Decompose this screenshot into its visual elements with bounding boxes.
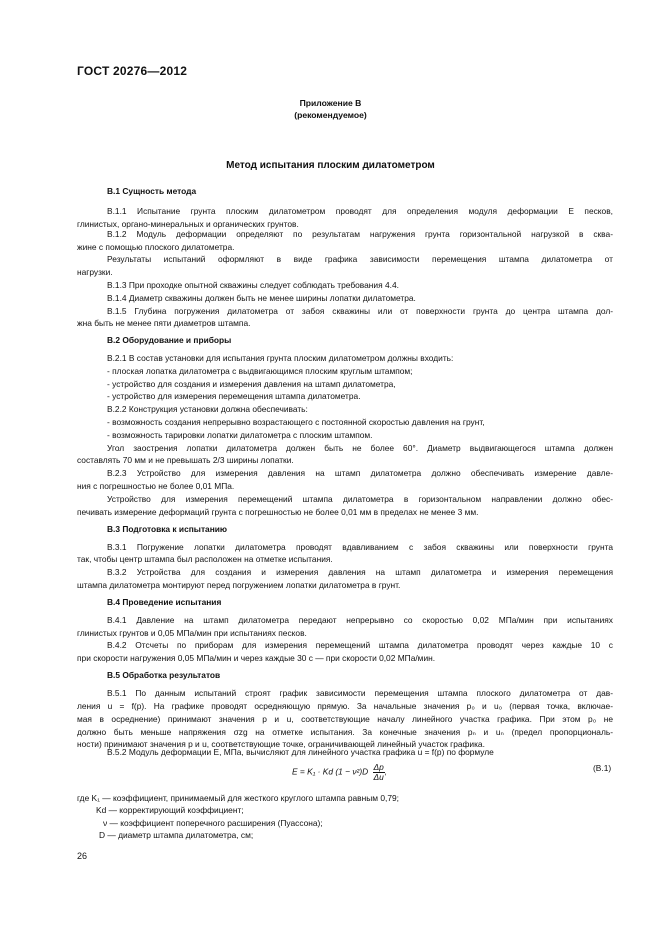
text-line: ления u = f(p). На графике проводят осредняющую прямую. За начальные значения p₀ и u₀ (первая точка, включае- bbox=[77, 701, 613, 711]
appendix-subtitle: (рекомендуемое) bbox=[294, 110, 367, 120]
text-line: В.1.4 Диаметр скважины должен быть не менее ширины лопатки дилатометра. bbox=[107, 293, 416, 303]
text-line: штампа дилатометра монтируют перед погружением лопатки дилатометра в грунт. bbox=[77, 580, 401, 590]
text-line: В.5.1 По данным испытаний строят график зависимости перемещения штампа плоского дилатометра от дав- bbox=[107, 688, 613, 698]
text-line: печивать измерение деформаций грунта с погрешностью не более 0,01 мм в пределах не менее 3 мм. bbox=[77, 507, 479, 517]
text-line: В.1.3 При проходке опытной скважины следует соблюдать требования 4.4. bbox=[107, 280, 399, 290]
text-line: должно быть меньше напряжения σzg на отметке испытания. За конечные значения pₙ и uₙ (предел пропорциональ- bbox=[77, 727, 613, 737]
doc-code-header: ГОСТ 20276—2012 bbox=[77, 64, 188, 78]
formula-fraction bbox=[373, 762, 388, 782]
text-line: В.4.1 Давление на штамп дилатометра передают непрерывно со скоростью 0,02 МПа/мин при испытаниях bbox=[107, 615, 613, 625]
main-title: Метод испытания плоским дилатометром bbox=[226, 160, 435, 171]
text-line: В.3.2 Устройства для создания и измерения давления на штамп дилатометра и измерения перемещения bbox=[107, 567, 613, 577]
formula-numerator: Δp bbox=[373, 762, 384, 772]
text-line: глинистых, органо-минеральных и органических грунтов. bbox=[77, 219, 299, 229]
section-heading-b2: В.2 Оборудование и приборы bbox=[107, 335, 232, 345]
text-line: В.1.5 Глубина погружения дилатометра от забоя скважины или от поверхности грунта до центра штампа дол- bbox=[107, 306, 613, 316]
text-line: В.2.1 В состав установки для испытания грунта плоским дилатометром должны входить: bbox=[107, 353, 454, 363]
text-line: Результаты испытаний оформляют в виде графика зависимости перемещения штампа дилатометра от bbox=[107, 254, 613, 264]
formula-denominator: Δu bbox=[373, 772, 384, 782]
formula-tail: , bbox=[384, 766, 388, 777]
list-item: - устройство для измерения перемещения штампа дилатометра. bbox=[107, 391, 361, 401]
text-line: нагрузки. bbox=[77, 267, 113, 277]
text-line: Устройство для измерения перемещений штампа дилатометра в горизонтальном направлении должно обес- bbox=[107, 494, 613, 504]
section-heading-b3: В.3 Подготовка к испытанию bbox=[107, 524, 228, 534]
text-line: так, чтобы центр штампа был расположен на отметке испытания. bbox=[77, 554, 333, 564]
text-line: ности) принимают значения p и u, соответствующие точке, ограничивающей линейный участок графика. bbox=[77, 739, 485, 749]
formula-lhs: E = K₁ · Kd (1 − ν²)D bbox=[292, 766, 369, 777]
equation-number: (В.1) bbox=[593, 763, 612, 773]
text-line: жна быть не менее пяти диаметров штампа. bbox=[77, 318, 251, 328]
text-line: составлять 70 мм и не превышать 2/3 ширины лопатки. bbox=[77, 455, 294, 465]
text-line: глинистых грунтов и 0,05 МПа/мин при испытаниях песков. bbox=[77, 628, 307, 638]
text-line: В.1.1 Испытание грунта плоским дилатометром проводят для определения модуля деформации E песков, bbox=[107, 206, 613, 216]
text-line: мая в осреднение) принимают значения p и u, соответствующие началу линейного участка графика. При этом p₀ не bbox=[77, 714, 613, 724]
text-line: ния с погрешностью не более 0,01 МПа. bbox=[77, 481, 235, 491]
list-item: - устройство для создания и измерения давления на штамп дилатометра, bbox=[107, 379, 396, 389]
text-line: В.1.2 Модуль деформации определяют по результатам нагружения грунта горизонтальной нагрузкой в сква- bbox=[107, 229, 613, 239]
text-line: жине с помощью плоского дилатометра. bbox=[77, 242, 235, 252]
formula-b1 bbox=[292, 763, 387, 782]
text-line: В.3.1 Погружение лопатки дилатометра проводят вдавливанием с забоя скважины или поверхности грунта bbox=[107, 542, 613, 552]
text-line: при скорости нагружения 0,05 МПа/мин и через каждые 30 с — при скорости 0,02 МПа/мин. bbox=[77, 653, 436, 663]
definition-line: D — диаметр штампа дилатометра, см; bbox=[99, 830, 254, 840]
text-line: Угол заострения лопатки дилатометра должен быть не более 60°. Диаметр выдвигающегося штампа должен bbox=[107, 443, 613, 453]
list-item: - возможность создания непрерывно возрастающего с постоянной скоростью давления на грунт, bbox=[107, 417, 485, 427]
list-item: - плоская лопатка дилатометра с выдвигающимся плоским круглым штампом; bbox=[107, 366, 413, 376]
section-heading-b5: В.5 Обработка результатов bbox=[107, 670, 221, 680]
text-line: В.2.3 Устройство для измерения давления на штамп дилатометра должно обеспечивать измерение давле- bbox=[107, 468, 613, 478]
text-line: В.4.2 Отсчеты по приборам для измерения перемещений штампа дилатометра проводят через каждые 10 с bbox=[107, 640, 613, 650]
page-number: 26 bbox=[77, 851, 88, 861]
definition-line: ν — коэффициент поперечного расширения (Пуассона); bbox=[103, 818, 323, 828]
definition-line: Kd — корректирующий коэффициент; bbox=[96, 805, 244, 815]
list-item: - возможность тарировки лопатки дилатометра с плоским штампом. bbox=[107, 430, 373, 440]
text-line: В.2.2 Конструкция установки должна обеспечивать: bbox=[107, 404, 308, 414]
appendix-title: Приложение В bbox=[299, 98, 362, 108]
section-heading-b4: В.4 Проведение испытания bbox=[107, 597, 222, 607]
section-heading-b1: В.1 Сущность метода bbox=[107, 186, 197, 196]
definition-line: где K₁ — коэффициент, принимаемый для жесткого круглого штампа равным 0,79; bbox=[77, 793, 399, 803]
text-line: В.5.2 Модуль деформации E, МПа, вычисляют для линейного участка графика u = f(p) по формуле bbox=[107, 747, 494, 757]
